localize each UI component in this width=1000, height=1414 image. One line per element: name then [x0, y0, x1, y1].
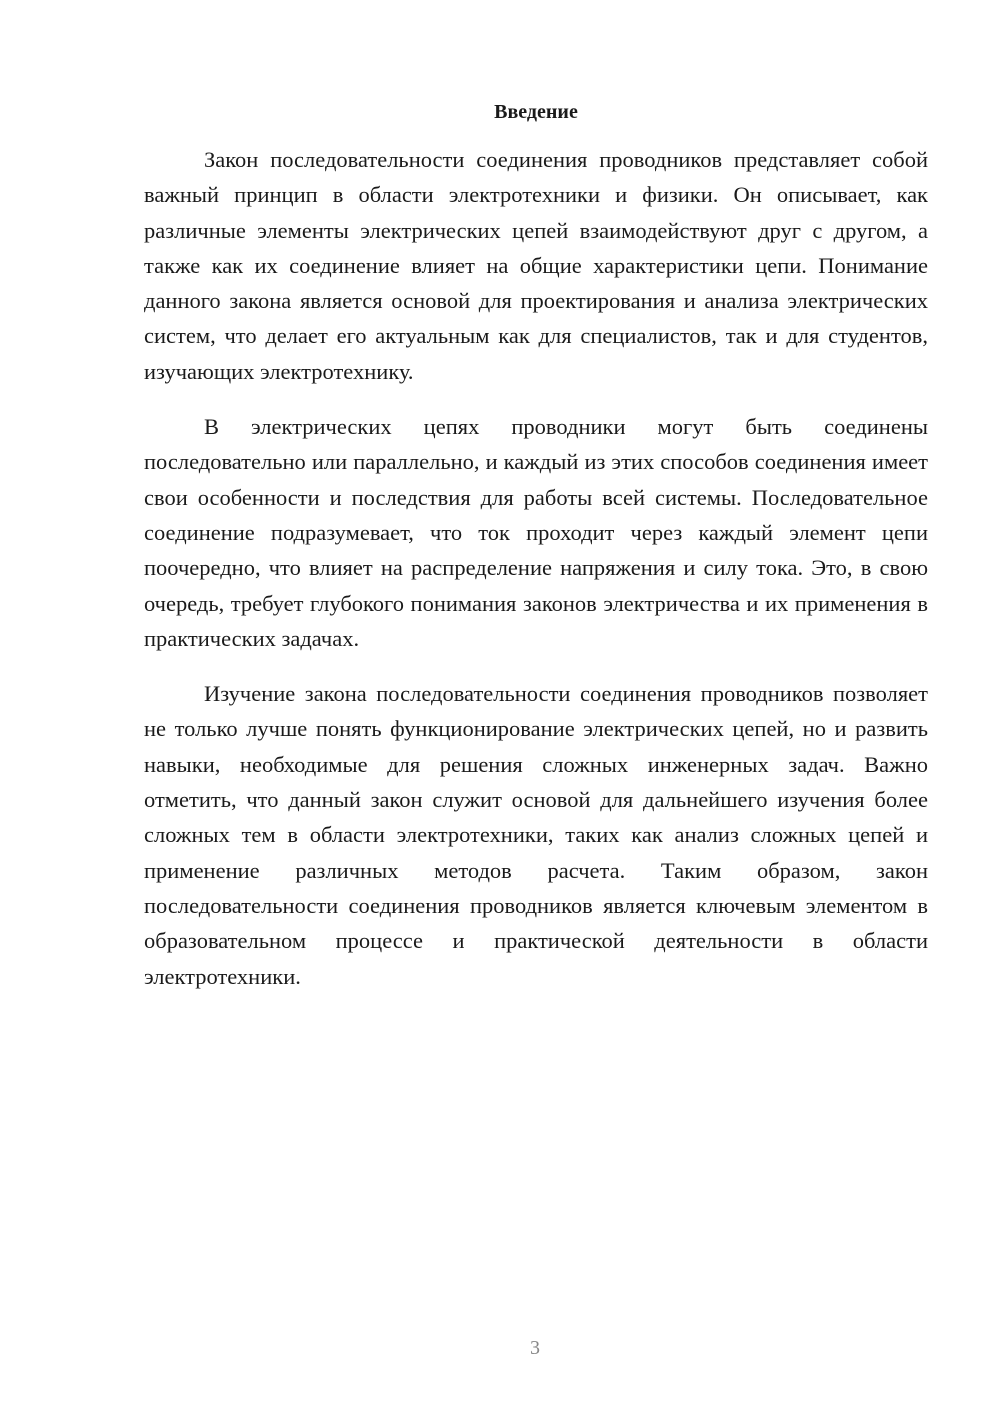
paragraph-3: Изучение закона последовательности соединения проводников позволяет не только лучше понять функционирование электрических цепей, но и развить навыки, необходимые для решения сложных инженерных задач. Важно отметить, что данный закон служит основой для дальнейшего изучения более сложных тем в области электротехники, таких как анализ сложных цепей и применение различных методов расчета. Таким образом, закон последовательности соединения проводников является ключевым элементом в образовательном процессе и практической деятельности в области электротехники. [144, 681, 928, 989]
body-text [144, 142, 928, 1014]
paragraph-1: Закон последовательности соединения проводников представляет собой важный принцип в области электротехники и физики. Он описывает, как различные элементы электрических цепей взаимодействуют друг с другом, а также как их соединение влияет на общие характеристики цепи. Понимание данного закона является основой для проектирования и анализа электрических систем, что делает его актуальным как для специалистов, так и для студентов, изучающих электротехнику. [144, 147, 928, 384]
paragraph-2: В электрических цепях проводники могут быть соединены последовательно или параллельно, и каждый из этих способов соединения имеет свои особенности и последствия для работы всей системы. Последовательное соединение подразумевает, что ток проходит через каждый элемент цепи поочередно, что влияет на распределение напряжения и силу тока. Это, в свою очередь, требует глубокого понимания законов электричества и их применения в практических задачах. [144, 414, 928, 651]
section-heading: Введение [494, 101, 578, 123]
page-number: 3 [530, 1337, 540, 1359]
